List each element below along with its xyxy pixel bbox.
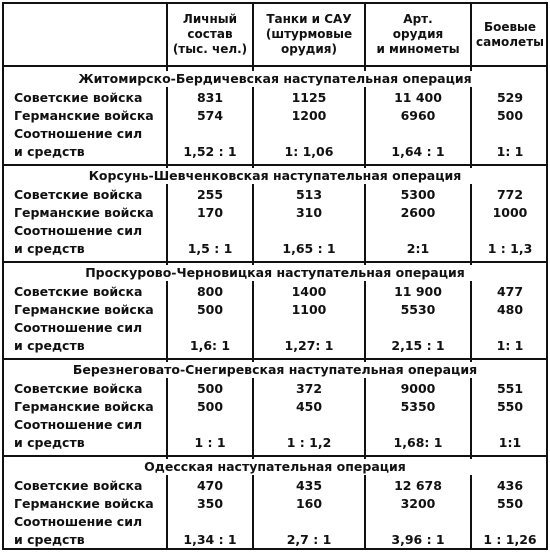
table-cell: 1,5 : 1 <box>187 241 233 256</box>
table-cell: 1,34 : 1 <box>183 532 237 547</box>
table-cell: 11 400 <box>394 90 442 105</box>
soviet-row <box>4 283 546 301</box>
table-cell: 470 <box>196 478 224 493</box>
row-label: Германские войска <box>14 496 154 511</box>
header-tanks: Танки и САУ (штурмовые орудия) <box>265 12 353 56</box>
german-row <box>4 398 546 416</box>
table-cell: 160 <box>295 496 323 511</box>
table-cell: 500 <box>196 302 224 317</box>
row-label: Советские войска <box>14 284 143 299</box>
table-cell: 1,6: 1 <box>189 338 231 353</box>
table-cell: 1 : 1,26 <box>483 532 537 547</box>
table-cell: 550 <box>496 496 524 511</box>
german-row <box>4 301 546 319</box>
table-cell: 513 <box>295 187 323 202</box>
table-cell: 500 <box>496 108 524 123</box>
row-label: и средств <box>14 532 85 547</box>
operation-title: Житомирско-Бердичевская наступательная операция <box>4 71 546 87</box>
table-cell: 5350 <box>400 399 436 414</box>
table-cell: 5530 <box>400 302 436 317</box>
comparison-table <box>2 2 548 550</box>
table-cell: 1 : 1,3 <box>487 241 533 256</box>
ratio-label-row <box>4 222 546 240</box>
operation-section <box>4 455 546 550</box>
ratio-label-row <box>4 416 546 434</box>
table-cell: 551 <box>496 381 524 396</box>
german-row <box>4 495 546 513</box>
table-cell: 310 <box>295 205 323 220</box>
table-cell: 1400 <box>291 284 327 299</box>
table-cell: 480 <box>496 302 524 317</box>
table-cell: 1: 1 <box>496 144 524 159</box>
header-artillery: Арт. орудия и минометы <box>376 12 460 56</box>
row-label: и средств <box>14 144 85 159</box>
row-label: Советские войска <box>14 478 143 493</box>
ratio-label-row <box>4 125 546 143</box>
soviet-row <box>4 186 546 204</box>
table-cell: 1:1 <box>498 435 522 450</box>
operation-title: Одесская наступательная операция <box>4 459 546 475</box>
table-cell: 1 : 1,2 <box>286 435 332 450</box>
row-label: Соотношение сил <box>14 417 143 432</box>
row-label: Соотношение сил <box>14 223 143 238</box>
table-cell: 500 <box>196 399 224 414</box>
operation-section <box>4 164 546 263</box>
table-cell: 255 <box>196 187 224 202</box>
table-cell: 3,96 : 1 <box>391 532 445 547</box>
ratio-row <box>4 337 546 355</box>
table-cell: 450 <box>295 399 323 414</box>
row-label: и средств <box>14 241 85 256</box>
table-cell: 800 <box>196 284 224 299</box>
row-label: Советские войска <box>14 381 143 396</box>
operation-section <box>4 358 546 457</box>
table-cell: 1200 <box>291 108 327 123</box>
operation-title: Корсунь-Шевченковская наступательная операция <box>4 168 546 184</box>
operation-title: Березнеговато-Снегиревская наступательная операция <box>4 362 546 378</box>
soviet-row <box>4 89 546 107</box>
table-cell: 1: 1,06 <box>284 144 334 159</box>
table-cell: 1100 <box>291 302 327 317</box>
ratio-label-row <box>4 513 546 531</box>
table-cell: 1: 1 <box>496 338 524 353</box>
row-label: Германские войска <box>14 108 154 123</box>
german-row <box>4 107 546 125</box>
table-cell: 1,64 : 1 <box>391 144 445 159</box>
ratio-row <box>4 434 546 452</box>
table-cell: 170 <box>196 205 224 220</box>
table-cell: 1000 <box>492 205 528 220</box>
table-cell: 1,65 : 1 <box>282 241 336 256</box>
table-cell: 1,27: 1 <box>284 338 334 353</box>
soviet-row <box>4 380 546 398</box>
table-cell: 550 <box>496 399 524 414</box>
table-cell: 350 <box>196 496 224 511</box>
table-cell: 435 <box>295 478 323 493</box>
row-label: Соотношение сил <box>14 320 143 335</box>
row-label: Советские войска <box>14 187 143 202</box>
table-cell: 11 900 <box>394 284 442 299</box>
table-cell: 6960 <box>400 108 436 123</box>
operation-title: Проскурово-Черновицкая наступательная операция <box>4 265 546 281</box>
row-label: и средств <box>14 435 85 450</box>
table-cell: 2600 <box>400 205 436 220</box>
table-header <box>4 4 546 67</box>
row-label: Советские войска <box>14 90 143 105</box>
table-cell: 2:1 <box>406 241 430 256</box>
table-cell: 9000 <box>400 381 436 396</box>
table-cell: 372 <box>295 381 323 396</box>
table-cell: 529 <box>496 90 524 105</box>
table-cell: 12 678 <box>394 478 442 493</box>
table-cell: 436 <box>496 478 524 493</box>
table-cell: 2,15 : 1 <box>391 338 445 353</box>
operation-section <box>4 67 546 166</box>
table-cell: 3200 <box>400 496 436 511</box>
german-row <box>4 204 546 222</box>
row-label: Германские войска <box>14 399 154 414</box>
table-cell: 1125 <box>291 90 327 105</box>
table-cell: 1,52 : 1 <box>183 144 237 159</box>
table-cell: 772 <box>496 187 524 202</box>
table-cell: 1,68: 1 <box>393 435 443 450</box>
soviet-row <box>4 477 546 495</box>
table-cell: 1 : 1 <box>194 435 226 450</box>
table-cell: 477 <box>496 284 524 299</box>
table-cell: 5300 <box>400 187 436 202</box>
ratio-row <box>4 240 546 258</box>
table-cell: 831 <box>196 90 224 105</box>
table-cell: 500 <box>196 381 224 396</box>
row-label: и средств <box>14 338 85 353</box>
row-label: Германские войска <box>14 302 154 317</box>
table-cell: 2,7 : 1 <box>286 532 332 547</box>
row-label: Германские войска <box>14 205 154 220</box>
ratio-label-row <box>4 319 546 337</box>
row-label: Соотношение сил <box>14 514 143 529</box>
header-aircraft: Боевые самолеты <box>476 19 544 49</box>
ratio-row <box>4 143 546 161</box>
operation-section <box>4 261 546 360</box>
table-cell: 574 <box>196 108 224 123</box>
ratio-row <box>4 531 546 549</box>
header-personnel: Личный состав (тыс. чел.) <box>172 12 248 56</box>
row-label: Соотношение сил <box>14 126 143 141</box>
